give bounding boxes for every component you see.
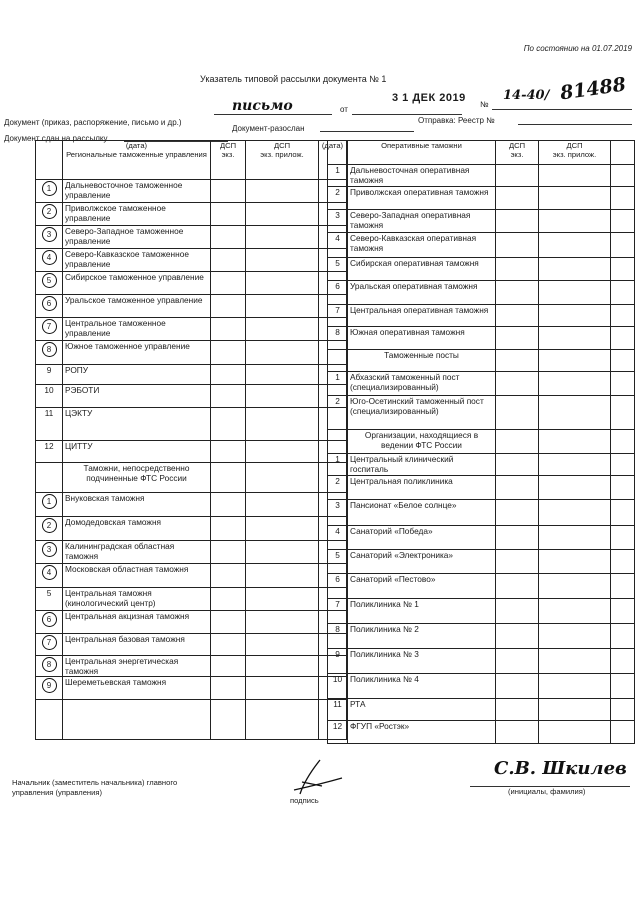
table-row <box>328 624 635 649</box>
number-label: № <box>480 100 489 109</box>
row-name: Шереметьевская таможня <box>65 677 167 687</box>
regional-header: Региональные таможенные управления <box>66 150 207 159</box>
row-number-circled: 2 <box>42 518 57 533</box>
status-stamp: По состоянию на 01.07.2019 <box>523 44 632 53</box>
table-row <box>328 599 635 624</box>
row-number: 1 <box>335 454 340 464</box>
row-number-circled: 1 <box>42 181 57 196</box>
doc-number-value: 14-40/ <box>503 88 550 103</box>
row-number-circled: 8 <box>42 342 57 357</box>
row-number: 4 <box>335 526 340 536</box>
row-name: Пансионат «Белое солнце» <box>350 500 457 510</box>
row-name: ФГУП «Ростэк» <box>350 721 410 731</box>
row-name: Северо-Кавказская оперативная таможня <box>350 233 477 253</box>
table-row <box>328 305 635 327</box>
row-name: Дальневосточное таможенное управление <box>65 180 183 200</box>
table-row <box>36 441 347 463</box>
row-name: Центральная акцизная таможня <box>65 611 190 621</box>
table-row <box>328 454 635 476</box>
table-row <box>36 203 347 226</box>
table-row <box>328 327 635 350</box>
row-number: 3 <box>335 500 340 510</box>
row-name: Центральная энергетическая таможня <box>65 656 179 676</box>
row-number-circled: 7 <box>42 319 57 334</box>
row-number: 2 <box>335 476 340 486</box>
table-row <box>328 574 635 599</box>
doc-number-extra: 81488 <box>558 73 628 105</box>
section-title: Таможни, непосредственно подчиненные ФТС России <box>83 463 190 483</box>
table-row <box>328 476 635 500</box>
row-name: РТА <box>350 699 366 709</box>
row-name: Центральное таможенное управление <box>65 318 166 338</box>
row-name: Центральная базовая таможня <box>65 634 185 644</box>
table-row <box>328 721 635 744</box>
sent-by-label: Документ-разослан <box>232 124 305 133</box>
row-number-circled: 5 <box>42 273 57 288</box>
table-row <box>328 258 635 281</box>
section-title: Таможенные посты <box>384 350 459 360</box>
row-number: 9 <box>335 649 340 659</box>
signature-name: С.В. Шкилев <box>494 758 627 779</box>
row-name: РЭБОТИ <box>65 385 100 395</box>
row-number: 12 <box>44 441 54 451</box>
initials-caption: (инициалы, фамилия) <box>508 787 586 796</box>
row-number-circled: 8 <box>42 657 57 672</box>
page-title: Указатель типовой рассылки документа № 1 <box>200 74 387 84</box>
doc-date-value: 3 1 ДЕК 2019 <box>392 92 466 104</box>
row-name: Северо-Западное таможенное управление <box>65 226 184 246</box>
row-number-circled: 6 <box>42 296 57 311</box>
row-name: Северо-Западная оперативная таможня <box>350 210 471 230</box>
row-name: Домодедовская таможня <box>65 517 162 527</box>
table-row <box>328 550 635 574</box>
date-header: (дата) <box>125 141 148 150</box>
row-number-circled: 7 <box>42 635 57 650</box>
table-row <box>328 210 635 233</box>
table-row <box>36 226 347 249</box>
row-name: Юго-Осетинский таможенный пост (специализированный) <box>350 396 484 416</box>
row-name: Московская областная таможня <box>65 564 189 574</box>
row-name: Южная оперативная таможня <box>350 327 465 337</box>
sent-label: Документ сдан на рассылку <box>4 134 108 143</box>
table-row <box>36 588 347 611</box>
table-row <box>36 341 347 365</box>
row-number: 7 <box>335 599 340 609</box>
table-row <box>36 634 347 656</box>
table-row <box>36 564 347 588</box>
row-number-circled: 9 <box>42 678 57 693</box>
row-name: ЦИТТУ <box>65 441 93 451</box>
row-name: ЦЭКТУ <box>65 408 93 418</box>
section-row <box>328 350 635 372</box>
row-name: Центральный клинический госпиталь <box>350 454 454 474</box>
ekz3-header: экз. <box>510 150 524 159</box>
row-number-circled: 3 <box>42 542 57 557</box>
row-number: 9 <box>46 365 52 375</box>
row-name: Сибирское таможенное управление <box>65 272 204 282</box>
row-name: Дальневосточная оперативная таможня <box>350 165 470 185</box>
operative-header: Оперативные таможни <box>381 141 462 150</box>
row-number: 6 <box>335 574 340 584</box>
section-row <box>328 430 635 454</box>
table-row <box>328 165 635 187</box>
row-name: Калининградская областная таможня <box>65 541 175 561</box>
table-row <box>36 295 347 318</box>
dsp4-header: ДСП <box>566 141 583 150</box>
row-name: Приволжское таможенное управление <box>65 203 166 223</box>
head-label: Начальник (заместитель начальника) главного управления (управления) <box>12 778 178 797</box>
row-number: 7 <box>335 305 340 315</box>
row-number-circled: 1 <box>42 494 57 509</box>
row-number-circled: 3 <box>42 227 57 242</box>
table-row <box>328 396 635 430</box>
row-number: 10 <box>332 674 343 684</box>
row-number: 1 <box>335 372 340 382</box>
row-name: Приволжская оперативная таможня <box>350 187 489 197</box>
row-name: Сибирская оперативная таможня <box>350 258 479 268</box>
dispatch-label: Отправка: Реестр № <box>418 116 495 125</box>
row-name: Центральная таможня (кинологический центр) <box>65 588 156 608</box>
row-name: Поликлиника № 3 <box>350 649 419 659</box>
right-table <box>327 140 635 744</box>
row-name: Уральское таможенное управление <box>65 295 203 305</box>
dsp-pril-header: ДСП <box>273 141 291 150</box>
row-number-circled: 4 <box>42 565 57 580</box>
dsp-header: ДСП <box>219 141 237 150</box>
row-number: 8 <box>335 624 340 634</box>
left-table <box>35 140 347 740</box>
row-number: 11 <box>44 408 54 418</box>
row-name: Центральная поликлиника <box>350 476 453 486</box>
right-table-header <box>328 141 635 165</box>
table-row <box>328 674 635 699</box>
table-row <box>36 272 347 295</box>
signature-mark <box>282 752 352 802</box>
row-number: 5 <box>335 550 340 560</box>
row-number: 5 <box>46 588 52 598</box>
row-name: Санаторий «Победа» <box>350 526 433 536</box>
row-number: 5 <box>335 258 340 268</box>
row-name: Уральская оперативная таможня <box>350 281 478 291</box>
dsp3-header: ДСП <box>508 141 526 150</box>
row-number: 8 <box>335 327 340 337</box>
table-row <box>36 611 347 634</box>
row-name: Поликлиника № 1 <box>350 599 419 609</box>
row-number: 2 <box>335 396 340 406</box>
row-number: 6 <box>335 281 340 291</box>
row-name: Северо-Кавказское таможенное управление <box>65 249 189 269</box>
table-row <box>328 233 635 258</box>
row-name: Санаторий «Пестово» <box>350 574 436 584</box>
section-title: Организации, находящиеся в ведении ФТС России <box>364 430 479 450</box>
row-name: Южное таможенное управление <box>65 341 190 351</box>
table-row <box>328 372 635 396</box>
row-number-circled: 4 <box>42 250 57 265</box>
table-row <box>36 517 347 541</box>
table-row <box>328 649 635 674</box>
table-row <box>328 500 635 526</box>
table-row <box>328 281 635 305</box>
row-name: РОПУ <box>65 365 89 375</box>
doc-type-label: Документ (приказ, распоряжение, письмо и др.) <box>4 118 182 127</box>
row-number: 3 <box>335 210 340 220</box>
row-number: 10 <box>44 385 54 395</box>
table-row <box>36 318 347 341</box>
table-row <box>36 700 347 740</box>
section-row <box>36 463 347 493</box>
row-number: 1 <box>335 165 340 175</box>
row-name: Абхазский таможенный пост (специализированный) <box>350 372 460 392</box>
row-number-circled: 2 <box>42 204 57 219</box>
table-row <box>36 677 347 700</box>
table-row <box>36 541 347 564</box>
row-number: 2 <box>335 187 340 197</box>
table-row <box>36 249 347 272</box>
row-number-circled: 6 <box>42 612 57 627</box>
row-number: 11 <box>333 699 342 709</box>
row-name: Поликлиника № 4 <box>350 674 419 684</box>
ekz-pril2-header: экз. прилож. <box>552 150 597 159</box>
table-row <box>36 180 347 203</box>
table-row <box>36 493 347 517</box>
table-row <box>36 365 347 385</box>
row-name: Центральная оперативная таможня <box>350 305 489 315</box>
table-row <box>36 408 347 441</box>
row-number: 4 <box>335 233 340 243</box>
row-name: Санаторий «Электроника» <box>350 550 453 560</box>
row-number: 12 <box>332 721 343 731</box>
table-row <box>328 526 635 550</box>
date2-header: (дата) <box>321 141 344 150</box>
date-from-label: от <box>340 105 348 114</box>
ekz-pril-header: экз. прилож. <box>260 150 304 159</box>
doc-type-value: письмо <box>232 98 293 114</box>
table-row <box>328 187 635 210</box>
table-row <box>36 656 347 677</box>
table-row <box>328 699 635 721</box>
left-table-header <box>36 141 347 180</box>
row-name: Внуковская таможня <box>65 493 145 503</box>
row-name: Поликлиника № 2 <box>350 624 419 634</box>
ekz-header: экз. <box>221 150 235 159</box>
signature-caption: подпись <box>290 796 319 805</box>
table-row <box>36 385 347 408</box>
